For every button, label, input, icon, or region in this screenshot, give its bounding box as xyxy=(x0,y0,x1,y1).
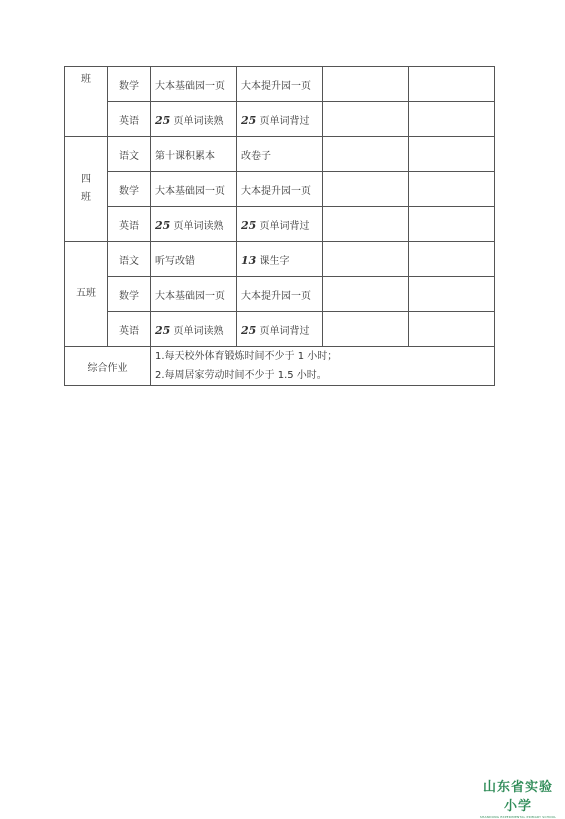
class-name: 四 班 xyxy=(65,137,108,242)
empty-cell xyxy=(409,137,495,172)
task-cell: 改卷子 xyxy=(237,137,323,172)
page-number: 25 xyxy=(241,113,257,127)
task-cell xyxy=(151,312,237,347)
task-cell: 大本提升园一页 xyxy=(237,67,323,102)
summary-row xyxy=(65,347,495,386)
summary-line: 1.每天校外体育锻炼时间不少于 1 小时； xyxy=(155,351,338,362)
school-logo-subtext: SHANDONG EXPERIMENTAL PRIMARY SCHOOL xyxy=(479,815,557,819)
task-cell: 大本提升园一页 xyxy=(237,172,323,207)
table-row xyxy=(65,277,495,312)
table-row xyxy=(65,207,495,242)
empty-cell xyxy=(323,137,409,172)
table-row xyxy=(65,312,495,347)
empty-cell xyxy=(323,207,409,242)
lesson-number: 13 xyxy=(241,253,257,267)
table-row xyxy=(65,67,495,102)
empty-cell xyxy=(409,67,495,102)
empty-cell xyxy=(409,102,495,137)
task-cell: 大本基础园一页 xyxy=(151,172,237,207)
table-row xyxy=(65,242,495,277)
subject-cell: 数学 xyxy=(108,277,151,312)
task-text: 页单词背过 xyxy=(256,325,310,337)
homework-table xyxy=(64,66,495,386)
task-cell xyxy=(237,102,323,137)
empty-cell xyxy=(409,312,495,347)
task-text: 页单词背过 xyxy=(256,115,310,127)
page-number: 25 xyxy=(155,218,171,232)
task-cell: 第十课积累本 xyxy=(151,137,237,172)
empty-cell xyxy=(323,102,409,137)
empty-cell xyxy=(323,312,409,347)
empty-cell xyxy=(409,242,495,277)
empty-cell xyxy=(409,207,495,242)
page-number: 25 xyxy=(241,218,257,232)
task-cell: 大本提升园一页 xyxy=(237,277,323,312)
page-number: 25 xyxy=(155,113,171,127)
task-text: 页单词读熟 xyxy=(170,220,224,232)
subject-cell: 数学 xyxy=(108,67,151,102)
task-cell xyxy=(237,242,323,277)
subject-cell: 英语 xyxy=(108,102,151,137)
task-text: 课生字 xyxy=(256,255,290,267)
class-name: 五班 xyxy=(65,242,108,347)
page-number: 25 xyxy=(241,323,257,337)
empty-cell xyxy=(323,172,409,207)
table-row xyxy=(65,137,495,172)
empty-cell xyxy=(323,277,409,312)
school-logo-text: 山东省实验小学 xyxy=(482,780,553,814)
subject-cell: 语文 xyxy=(108,137,151,172)
summary-label: 综合作业 xyxy=(65,347,151,386)
empty-cell xyxy=(323,67,409,102)
page-number: 25 xyxy=(155,323,171,337)
task-text: 页单词读熟 xyxy=(170,115,224,127)
task-cell xyxy=(237,312,323,347)
empty-cell xyxy=(409,277,495,312)
summary-line: 2.每周居家劳动时间不少于 1.5 小时。 xyxy=(155,370,327,381)
subject-cell: 语文 xyxy=(108,242,151,277)
subject-cell: 英语 xyxy=(108,207,151,242)
subject-cell: 数学 xyxy=(108,172,151,207)
table-row xyxy=(65,102,495,137)
task-cell xyxy=(151,102,237,137)
empty-cell xyxy=(323,242,409,277)
school-logo xyxy=(478,776,558,819)
summary-notes xyxy=(151,347,495,386)
task-cell xyxy=(151,207,237,242)
task-cell xyxy=(237,207,323,242)
class-name: 班 xyxy=(65,67,108,137)
task-cell: 听写改错 xyxy=(151,242,237,277)
table-row xyxy=(65,172,495,207)
empty-cell xyxy=(409,172,495,207)
task-text: 页单词读熟 xyxy=(170,325,224,337)
task-text: 页单词背过 xyxy=(256,220,310,232)
task-cell: 大本基础园一页 xyxy=(151,67,237,102)
task-cell: 大本基础园一页 xyxy=(151,277,237,312)
subject-cell: 英语 xyxy=(108,312,151,347)
